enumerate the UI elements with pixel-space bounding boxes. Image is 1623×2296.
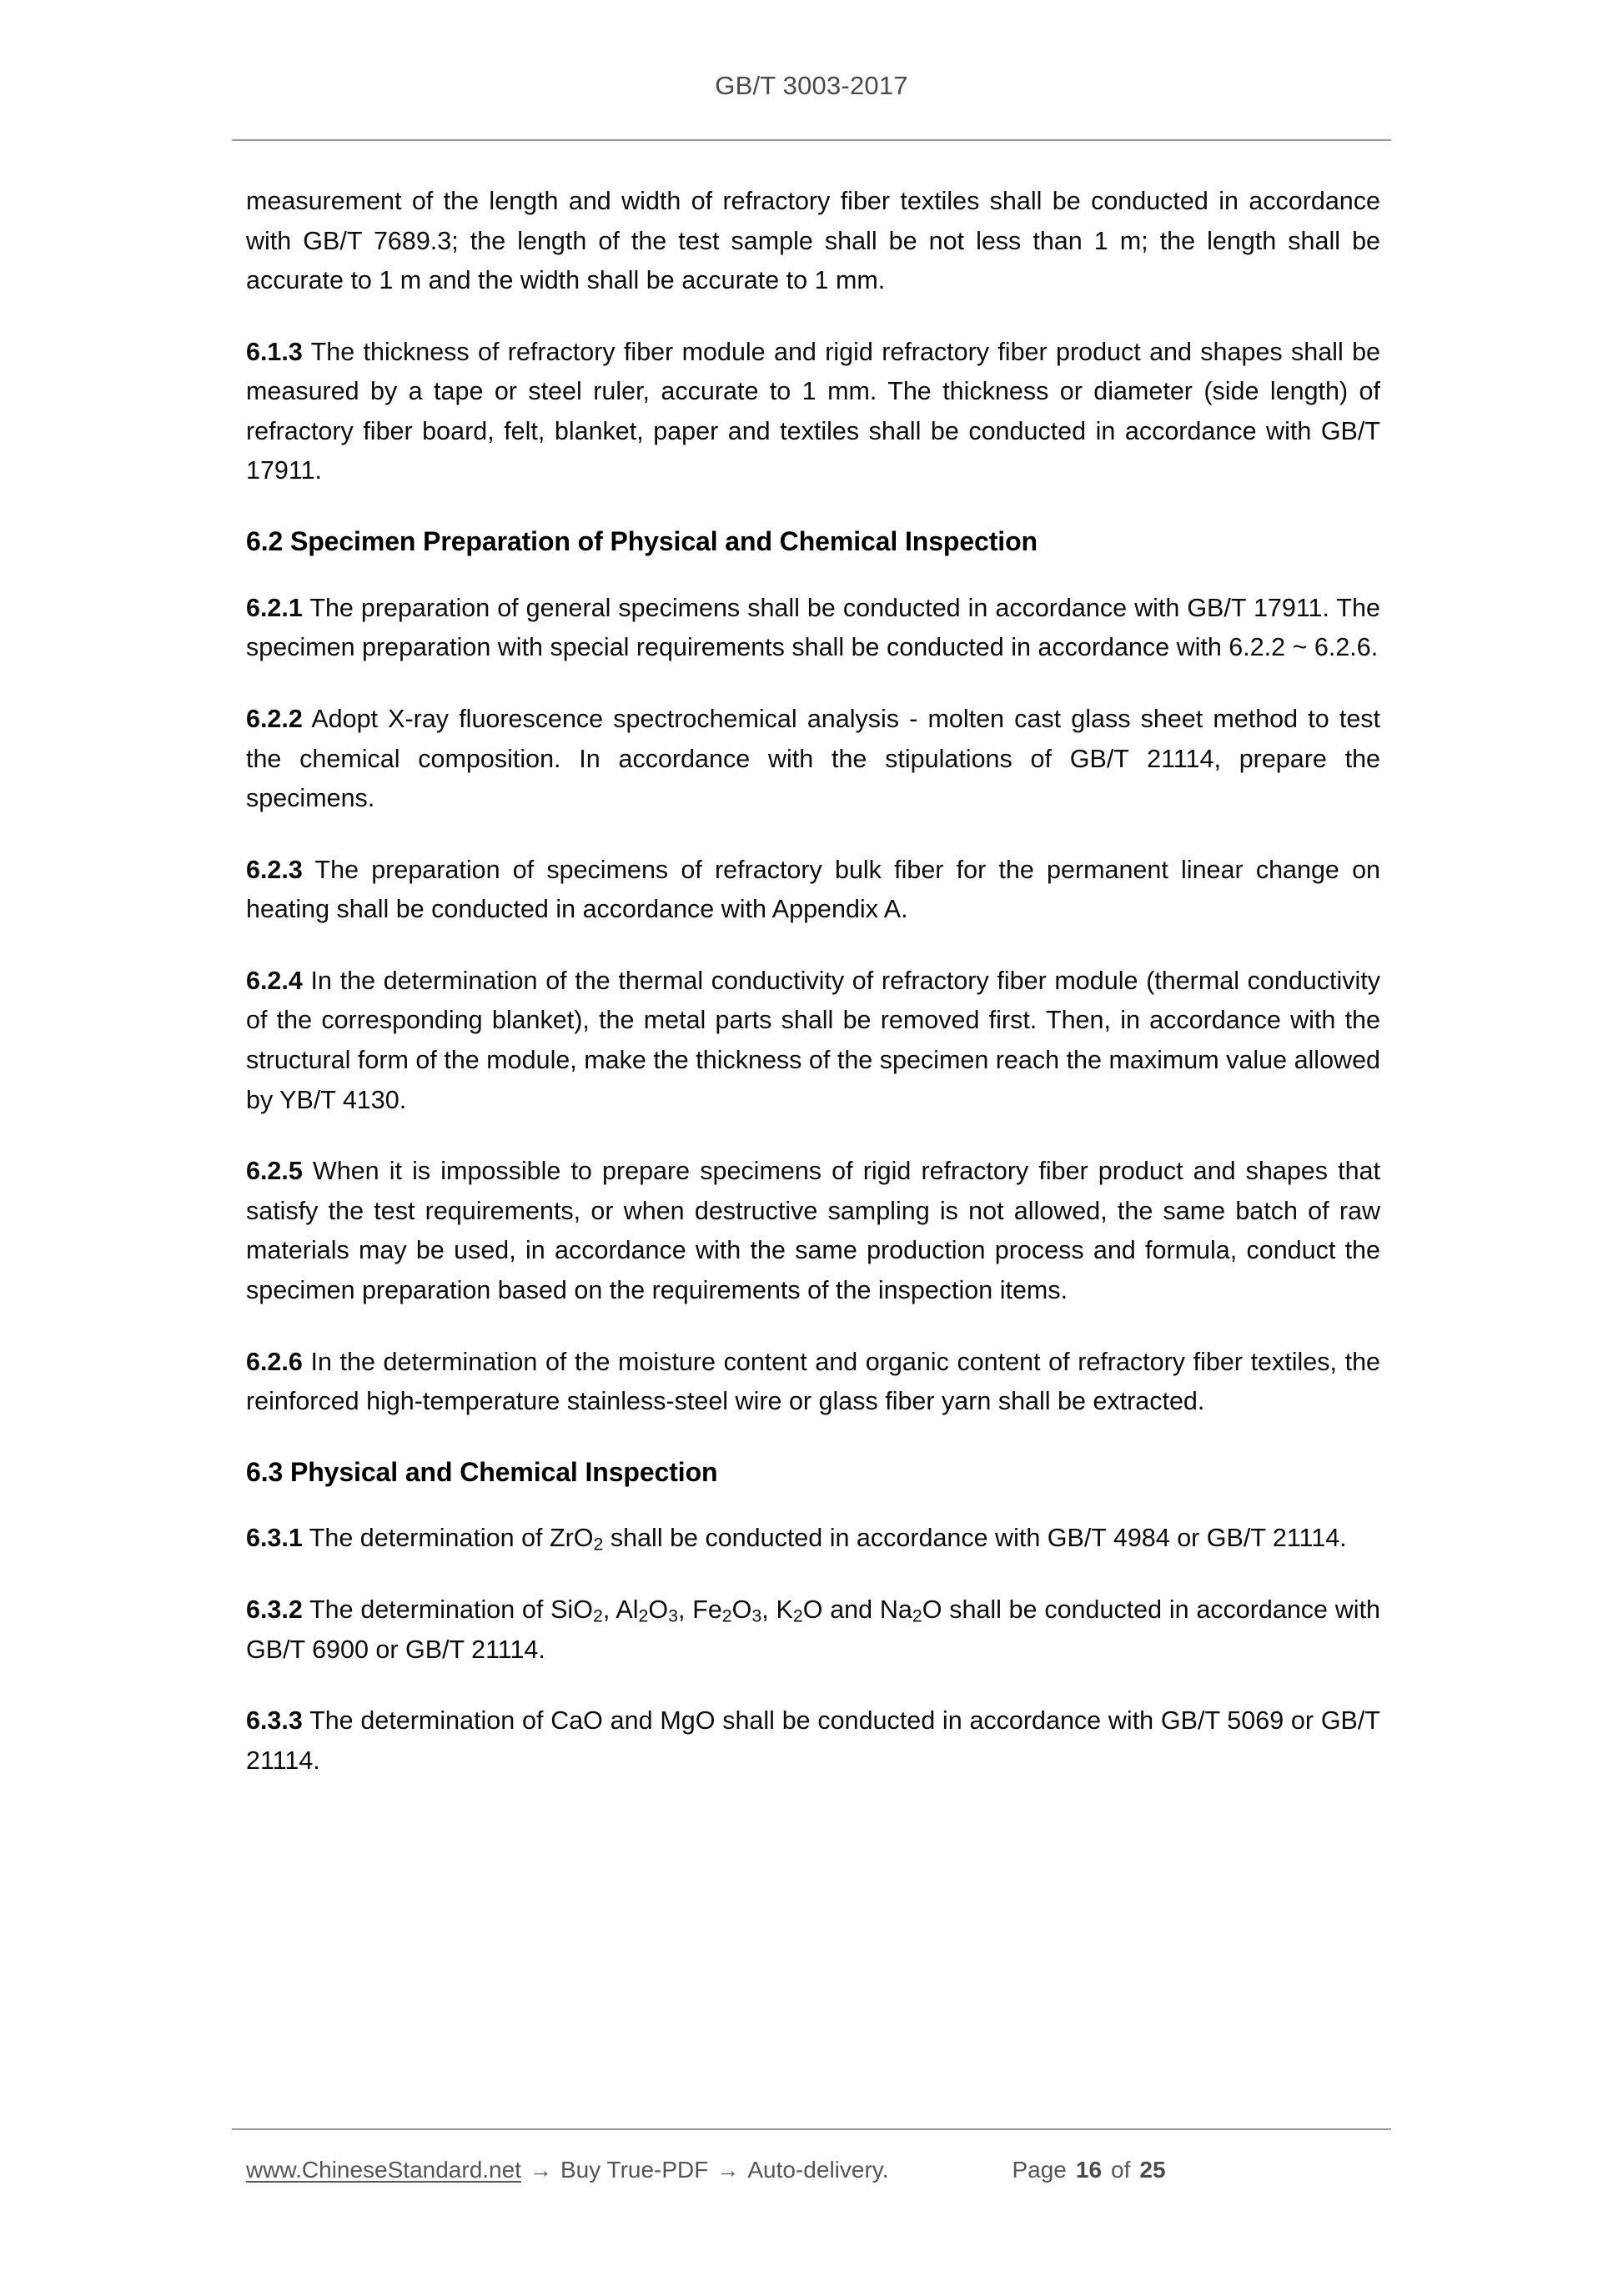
standard-number-title: GB/T 3003-2017 [715,71,908,100]
formula-text-6: , K [761,1595,793,1625]
paragraph-6-2-4-text: In the determination of the thermal conductivity of refractory fiber module (thermal conductivity of the corresponding blanket), the metal parts shall be removed first. Then, in accordance with the structural form of the module, make the thickness of the specimen reach the maximum value allowed by YB/T 4130. [246,966,1380,1114]
clause-number-6-2-4: 6.2.4 [246,966,303,995]
formula-text-5: O [731,1595,752,1625]
paragraph-6-2-4 [246,962,1380,1120]
formula-text-3: O [648,1595,669,1625]
section-heading-6-3-text: 6.3 Physical and Chemical Inspection [246,1456,718,1487]
footer-divider [232,2128,1391,2130]
clause-space [303,1706,309,1735]
paragraph-6-2-5-text: When it is impossible to prepare specimens of rigid refractory fiber product and shapes that satisfy the test requirements, or when destructive sampling is not allowed, the same batch of raw materials may be used, in accordance with the same production process and formula, conduct the specimen preparation based on the requirements of the inspection items. [246,1157,1380,1304]
paragraph-6-2-2-text: Adopt X-ray fluorescence spectrochemical analysis - molten cast glass sheet method to test the chemical composition. In accordance with the stipulations of GB/T 21114, prepare the specimens. [246,705,1381,813]
paragraph-6-2-6-text: In the determination of the moisture content and organic content of refractory fiber textiles, the reinforced high-temperature stainless-steel wire or glass fiber yarn shall be extracted. [246,1347,1380,1416]
paragraph-6-2-6 [246,1343,1380,1422]
footer-promo-auto-delivery: Auto-delivery. [747,2157,889,2183]
subscript-fe2: 2 [721,1605,732,1626]
paragraph-6-2-2 [246,700,1380,819]
clause-number-6-2-5: 6.2.5 [246,1157,303,1186]
formula-text-2: , Al [602,1595,639,1625]
total-page-number: 25 [1139,2157,1166,2183]
header-divider [232,139,1391,141]
clause-number-6-2-6: 6.2.6 [246,1347,303,1376]
subscript-zro2: 2 [593,1535,604,1555]
paragraph-6-3-1 [246,1519,1380,1559]
chinesestandard-link[interactable]: www.ChineseStandard.net [246,2157,521,2183]
clause-space [303,1595,309,1624]
section-heading-6-3 [246,1454,1380,1491]
subscript-o3-fe: 3 [751,1605,762,1626]
footer-promo-buy-true-pdf: Buy True-PDF [560,2157,709,2183]
clause-number-6-2-1: 6.2.1 [246,593,303,622]
clause-number-6-2-2: 6.2.2 [246,705,303,733]
subscript-na2: 2 [912,1605,922,1626]
formula-text-7: O and Na [802,1595,912,1625]
formula-text-1: The determination of SiO [309,1595,593,1625]
clause-number-6-3-2: 6.3.2 [246,1595,303,1625]
paragraph-6-3-1-text-b: shall be conducted in accordance with GB/T 4984 or GB/T 21114. [603,1524,1347,1553]
current-page-number: 16 [1075,2157,1103,2183]
clause-number-6-3-1: 6.3.1 [246,1524,303,1553]
page-footer [246,2157,1380,2183]
clause-space [303,1524,309,1552]
clause-space [303,338,311,366]
section-heading-6-2 [246,523,1380,560]
clause-space [303,1157,313,1185]
paragraph-6-3-3-text: The determination of CaO and MgO shall be conducted in accordance with GB/T 5069 or GB/T 21114. [246,1706,1380,1775]
paragraph-6-3-1-text-a: The determination of ZrO [309,1524,594,1553]
paragraph-6-2-1-text: The preparation of general specimens shall be conducted in accordance with GB/T 17911. The specimen preparation with special requirements shall be conducted in accordance with 6.2.2 ~ 6.2.6. [246,593,1380,662]
clause-space [303,856,315,884]
of-label: of [1111,2157,1131,2183]
paragraph-continued [246,182,1380,301]
subscript-o3-al: 3 [668,1605,678,1626]
clause-number-6-2-3: 6.2.3 [246,855,303,884]
clause-space [303,967,311,995]
formula-text-8: O shall be conducted in accordance with GB/T 6900 or GB/T 21114. [246,1595,1380,1664]
page-number-indicator [1012,2157,1165,2183]
section-heading-6-2-text: 6.2 Specimen Preparation of Physical and Chemical Inspection [246,526,1038,557]
paragraph-6-2-3-text: The preparation of specimens of refractory bulk fiber for the permanent linear change on heating shall be conducted in accordance with Appendix A. [246,855,1380,924]
formula-text-4: , Fe [677,1595,722,1625]
paragraph-6-3-2 [246,1590,1380,1670]
clause-number-6-1-3: 6.1.3 [246,337,303,366]
page-label: Page [1012,2157,1067,2183]
paragraph-6-3-3 [246,1701,1380,1781]
subscript-k2: 2 [792,1605,803,1626]
subscript-sio2: 2 [592,1605,603,1626]
footer-promo-group [246,2157,888,2183]
clause-space [303,705,311,733]
clause-number-6-3-3: 6.3.3 [246,1706,303,1736]
paragraph-6-1-3-text: The thickness of refractory fiber module and rigid refractory fiber product and shapes shall be measured by a tape or steel ruler, accurate to 1 mm. The thickness or diameter (side length) of refractory fiber board, felt, blanket, paper and textiles shall be conducted in accordance with GB/T 17911. [246,337,1380,485]
subscript-al2: 2 [638,1605,649,1626]
page-header [232,70,1391,101]
paragraph-6-2-5 [246,1152,1380,1310]
paragraph-6-1-3 [246,333,1380,491]
arrow-right-icon: → [529,2158,552,2183]
document-body [246,182,1380,1812]
paragraph-continued-text: measurement of the length and width of refractory fiber textiles shall be conducted in accordance with GB/T 7689.3; the length of the test sample shall be not less than 1 m; the length shall be accurate to 1 m and the width shall be accurate to 1 mm. [246,187,1380,295]
paragraph-6-2-3 [246,851,1380,930]
paragraph-6-2-1 [246,589,1380,668]
arrow-right-icon-2: → [716,2158,740,2183]
